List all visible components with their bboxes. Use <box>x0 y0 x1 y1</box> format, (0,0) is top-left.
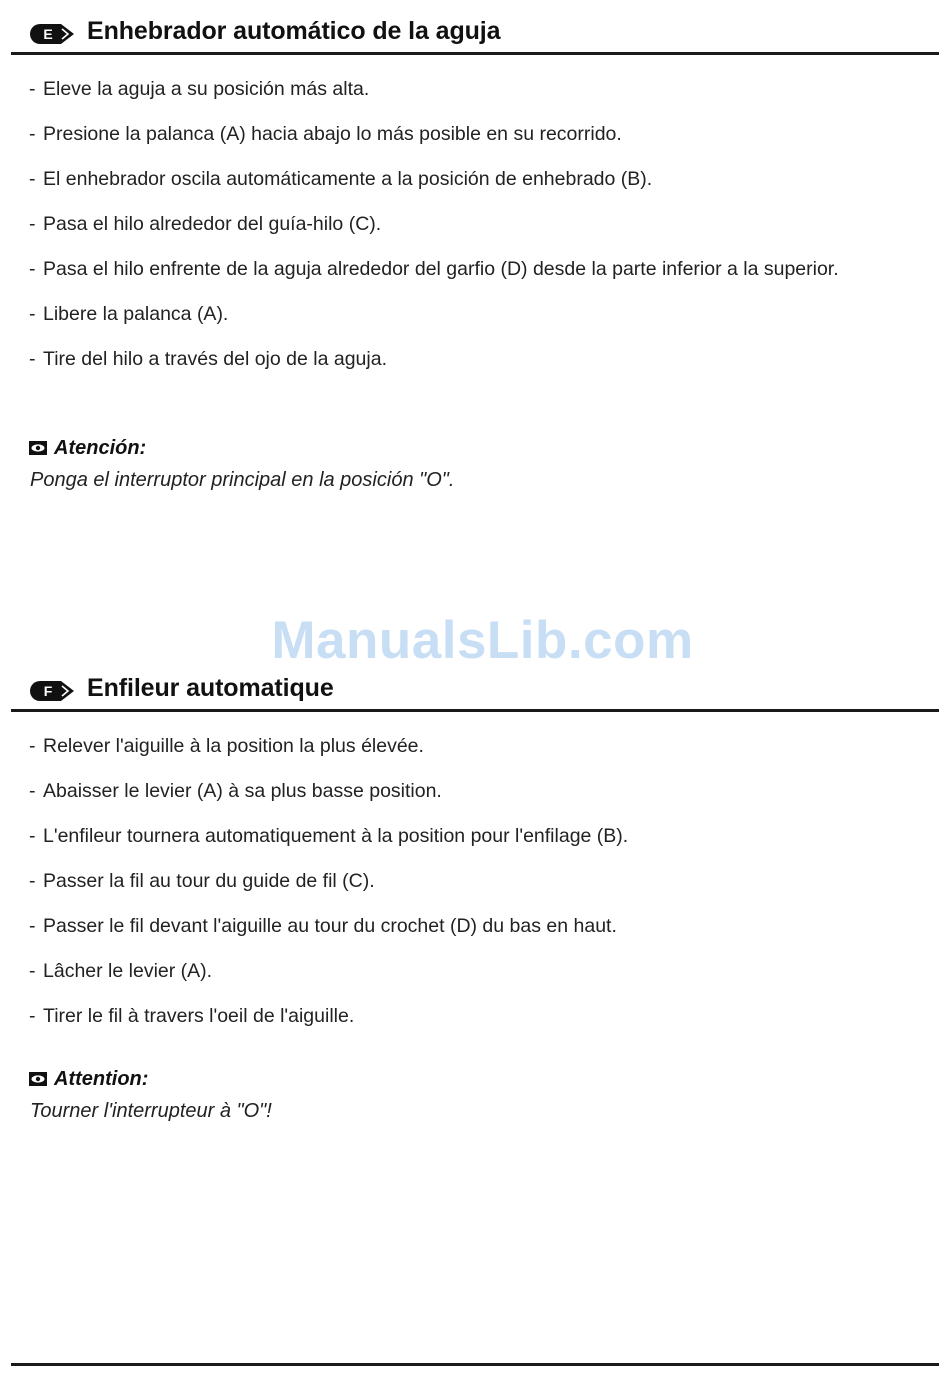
step-text: Pasa el hilo enfrente de la aguja alrededor del garfio (D) desde la parte inferior a la superior. <box>43 258 839 280</box>
bullet-dash: - <box>29 303 36 325</box>
list-item <box>29 256 921 282</box>
step-text: Passer le fil devant l'aiguille au tour du crochet (D) du bas en haut. <box>43 915 617 937</box>
step-text: Passer la fil au tour du guide de fil (C). <box>43 870 375 892</box>
step-text: Presione la palanca (A) hacia abajo lo más posible en su recorrido. <box>43 123 622 145</box>
note-heading <box>29 1066 148 1093</box>
eye-icon <box>29 1067 47 1093</box>
note-text: Ponga el interruptor principal en la posición "O". <box>30 469 455 491</box>
bullet-dash: - <box>29 1005 36 1027</box>
step-text: L'enfileur tournera automatiquement à la position pour l'enfilage (B). <box>43 825 629 847</box>
step-text: Abaisser le levier (A) à sa plus basse position. <box>43 780 442 802</box>
note-text: Tourner l'interrupteur à "O"! <box>30 1100 272 1122</box>
list-item <box>29 301 921 327</box>
list-item <box>29 76 921 102</box>
language-badge-letter: F <box>43 683 53 699</box>
step-text: Pasa el hilo alrededor del guía-hilo (C). <box>43 213 382 235</box>
step-text: El enhebrador oscila automáticamente a la posición de enhebrado (B). <box>43 168 653 190</box>
note-label-text: Atención: <box>54 437 147 459</box>
bullet-dash: - <box>29 213 36 235</box>
bullet-dash: - <box>29 870 36 892</box>
list-item <box>29 121 921 147</box>
list-item <box>29 346 921 372</box>
step-text: Lâcher le levier (A). <box>43 960 213 982</box>
step-text: Libere la palanca (A). <box>43 303 229 325</box>
step-list <box>29 76 921 391</box>
bullet-dash: - <box>29 123 36 145</box>
language-badge-icon <box>29 680 75 702</box>
page-title: Enhebrador automático de la aguja <box>87 17 501 45</box>
list-item <box>29 868 921 894</box>
step-text: Eleve la aguja a su posición más alta. <box>43 78 370 100</box>
step-text: Tire del hilo a través del ojo de la aguja. <box>43 348 387 370</box>
list-item <box>29 823 921 849</box>
bullet-dash: - <box>29 960 36 982</box>
bullet-dash: - <box>29 780 36 802</box>
watermark: ManualsLib.com <box>271 611 694 670</box>
bullet-dash: - <box>29 735 36 757</box>
bullet-dash: - <box>29 825 36 847</box>
bullet-dash: - <box>29 258 36 280</box>
list-item <box>29 1003 921 1029</box>
bullet-dash: - <box>29 168 36 190</box>
bullet-dash: - <box>29 348 36 370</box>
step-text: Tirer le fil à travers l'oeil de l'aiguille. <box>43 1005 355 1027</box>
list-item <box>29 958 921 984</box>
list-item <box>29 211 921 237</box>
eye-icon <box>29 436 47 462</box>
list-item <box>29 733 921 759</box>
list-item <box>29 778 921 804</box>
heading-divider <box>11 52 939 55</box>
section-heading <box>0 14 950 54</box>
footer-divider <box>11 1363 939 1366</box>
list-item <box>29 913 921 939</box>
section-heading <box>0 671 950 711</box>
step-text: Relever l'aiguille à la position la plus élevée. <box>43 735 424 757</box>
note-heading <box>29 435 146 462</box>
bullet-dash: - <box>29 78 36 100</box>
section-title: Enfileur automatique <box>87 674 334 702</box>
language-badge-icon <box>29 23 75 45</box>
note-label-text: Attention: <box>54 1068 149 1090</box>
heading-divider <box>11 709 939 712</box>
step-list <box>29 733 921 1048</box>
bullet-dash: - <box>29 915 36 937</box>
list-item <box>29 166 921 192</box>
language-badge-letter: E <box>43 26 53 42</box>
